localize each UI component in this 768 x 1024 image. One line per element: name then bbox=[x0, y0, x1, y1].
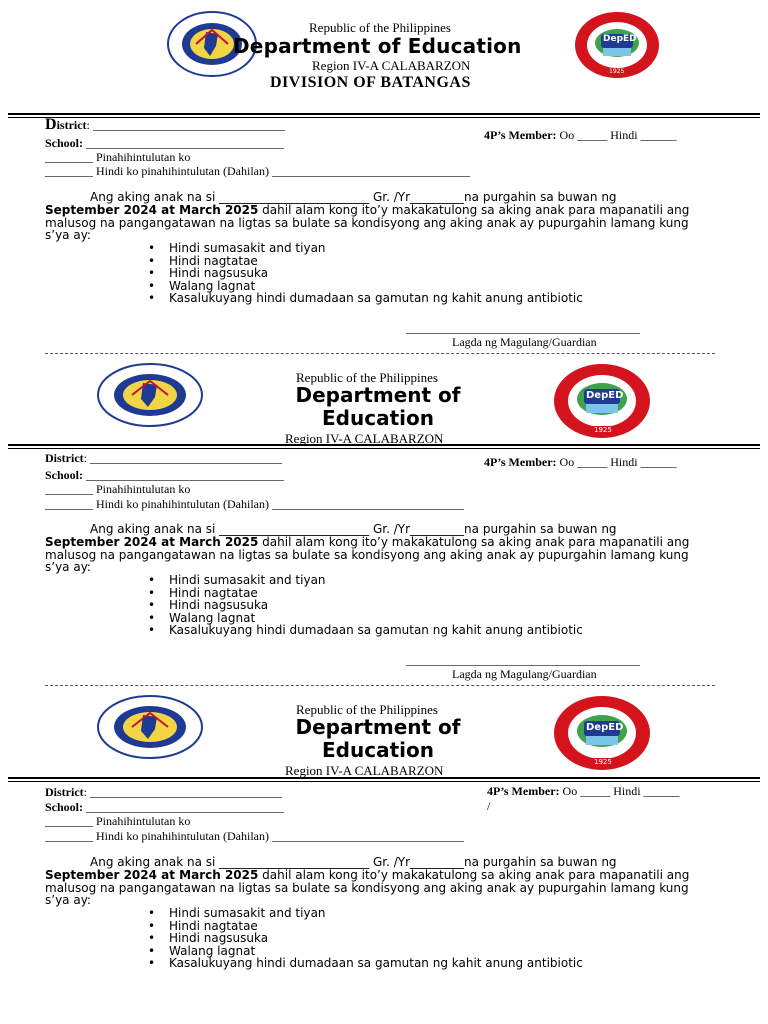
condition-item: • Hindi sumasakit and tiyan bbox=[145, 574, 705, 587]
condition-item: • Walang lagnat bbox=[145, 612, 705, 625]
republic-text: Republic of the Philippines bbox=[296, 702, 438, 717]
deped-seal-logo bbox=[96, 362, 204, 428]
conditions-list bbox=[145, 907, 705, 970]
consent-body: Ang aking anak na si _________________________ Gr. /Yr_________na purgahin sa buwan ng September 2024 at March 2025 dahil alam kong ito’y makakatulong sa aking anak para mapanatili ang malusog na pangangatawan na ligtas sa bulate sa kondisyong ang aking anak ay pupurgahin lamang kung s’ya ay: bbox=[45, 856, 725, 907]
school-field: School: _________________________________ bbox=[45, 800, 285, 814]
consent-allowed: ________ Pinahihintulutan ko bbox=[45, 150, 191, 164]
consent-not-allowed: ________ Hindi ko pinahihintulutan (Dahilan) ________________________________ bbox=[45, 497, 464, 511]
deworming-dates: September 2024 at March 2025 bbox=[45, 867, 259, 882]
header-rule-thin bbox=[8, 781, 760, 782]
logo-year: 1925 bbox=[594, 758, 612, 766]
consent-body: Ang aking anak na si _________________________ Gr. /Yr_________na purgahin sa buwan ng September 2024 at March 2025 dahil alam kong ito’y makakatulong sa aking anak para mapanatili ang malusog na pangangatawan na ligtas sa bulate sa kondisyong ang aking anak ay pupurgahin lamang kung s’ya ay: bbox=[45, 523, 725, 574]
consent-not-allowed: ________ Hindi ko pinahihintulutan (Dahilan) _________________________________ bbox=[45, 164, 470, 178]
region-text: Region IV-A CALABARZON bbox=[312, 58, 471, 73]
body-intro: Ang aking anak na si _________________________ Gr. /Yr_________na purgahin sa buwan ng bbox=[90, 522, 617, 536]
deworming-dates: September 2024 at March 2025 bbox=[45, 534, 259, 549]
condition-item: • Hindi sumasakit and tiyan bbox=[145, 242, 705, 255]
region-text: Region IV-A CALABARZON bbox=[285, 763, 444, 778]
consent-not-allowed: ________ Hindi ko pinahihintulutan (Dahilan) ________________________________ bbox=[45, 829, 464, 843]
deworming-dates: September 2024 at March 2025 bbox=[45, 202, 259, 217]
body-intro: Ang aking anak na si _________________________ Gr. /Yr_________na purgahin sa buwan ng bbox=[90, 855, 617, 869]
division-batangas-logo bbox=[573, 10, 661, 80]
header-rule-thin bbox=[8, 448, 760, 449]
header-rule-thick bbox=[8, 444, 760, 446]
header-rule-thick bbox=[8, 113, 760, 115]
condition-item: • Walang lagnat bbox=[145, 280, 705, 293]
department-title: Department of Education bbox=[233, 34, 522, 58]
logo-year: 1925 bbox=[609, 68, 625, 75]
division-title: DIVISION OF BATANGAS bbox=[270, 74, 471, 91]
signature-line: _______________________________________ bbox=[406, 653, 640, 667]
deped-seal-logo bbox=[96, 694, 204, 760]
signature-label: Lagda ng Magulang/Guardian bbox=[452, 667, 597, 681]
district-field: District: ________________________________ bbox=[45, 451, 282, 465]
district-field: District: ________________________________ bbox=[45, 785, 282, 799]
member-slash: / bbox=[487, 799, 491, 813]
republic-text: Republic of the Philippines bbox=[309, 20, 451, 35]
conditions-list bbox=[145, 242, 705, 305]
cut-line bbox=[45, 353, 715, 354]
condition-item: • Hindi nagtatae bbox=[145, 587, 705, 600]
condition-item: • Hindi nagsusuka bbox=[145, 267, 705, 280]
condition-item: • Hindi nagsusuka bbox=[145, 932, 705, 945]
deped-logo-text: DepED bbox=[586, 390, 624, 401]
district-field: District: ________________________________ bbox=[45, 116, 285, 133]
conditions-list bbox=[145, 574, 705, 637]
division-batangas-logo bbox=[552, 694, 652, 772]
condition-item: • Kasalukuyang hindi dumadaan sa gamutan ng kahit anung antibiotic bbox=[145, 957, 705, 970]
member-field: 4P’s Member: Oo _____ Hindi ______ bbox=[484, 455, 677, 469]
consent-allowed: ________ Pinahihintulutan ko bbox=[45, 814, 191, 828]
department-title: Department of Education bbox=[295, 715, 461, 762]
condition-item: • Hindi nagtatae bbox=[145, 255, 705, 268]
signature-line: _______________________________________ bbox=[406, 321, 640, 335]
condition-item: • Walang lagnat bbox=[145, 945, 705, 958]
header-rule-thick bbox=[8, 777, 760, 779]
body-intro: Ang aking anak na si _________________________ Gr. /Yr_________na purgahin sa buwan ng bbox=[90, 190, 617, 204]
district-initial: D bbox=[45, 116, 57, 133]
consent-body: Ang aking anak na si _________________________ Gr. /Yr_________na purgahin sa buwan ng September 2024 at March 2025 dahil alam kong ito’y makakatulong sa aking anak para mapanatili ang malusog na pangangatawan na ligtas sa bulate sa kondisyong ang aking anak ay pupurgahin lamang kung s’ya ay: bbox=[45, 191, 725, 242]
deped-logo-text: DepED bbox=[603, 34, 637, 44]
region-text: Region IV-A CALABARZON bbox=[285, 431, 444, 446]
condition-item: • Kasalukuyang hindi dumadaan sa gamutan ng kahit anung antibiotic bbox=[145, 624, 705, 637]
republic-text: Republic of the Philippines bbox=[296, 370, 438, 385]
school-field: School: _________________________________ bbox=[45, 136, 285, 150]
signature-label: Lagda ng Magulang/Guardian bbox=[452, 335, 597, 349]
division-batangas-logo bbox=[552, 362, 652, 440]
deped-logo-text: DepED bbox=[586, 722, 624, 733]
member-field: 4P’s Member: Oo _____ Hindi ______ bbox=[487, 784, 680, 798]
condition-item: • Kasalukuyang hindi dumadaan sa gamutan ng kahit anung antibiotic bbox=[145, 292, 705, 305]
condition-item: • Hindi sumasakit and tiyan bbox=[145, 907, 705, 920]
member-field: 4P’s Member: Oo _____ Hindi ______ bbox=[484, 128, 677, 142]
consent-allowed: ________ Pinahihintulutan ko bbox=[45, 482, 191, 496]
condition-item: • Hindi nagtatae bbox=[145, 920, 705, 933]
condition-item: • Hindi nagsusuka bbox=[145, 599, 705, 612]
logo-year: 1925 bbox=[594, 426, 612, 434]
school-field: School: _________________________________ bbox=[45, 468, 285, 482]
department-title: Department of Education bbox=[295, 383, 461, 430]
cut-line bbox=[45, 685, 715, 686]
